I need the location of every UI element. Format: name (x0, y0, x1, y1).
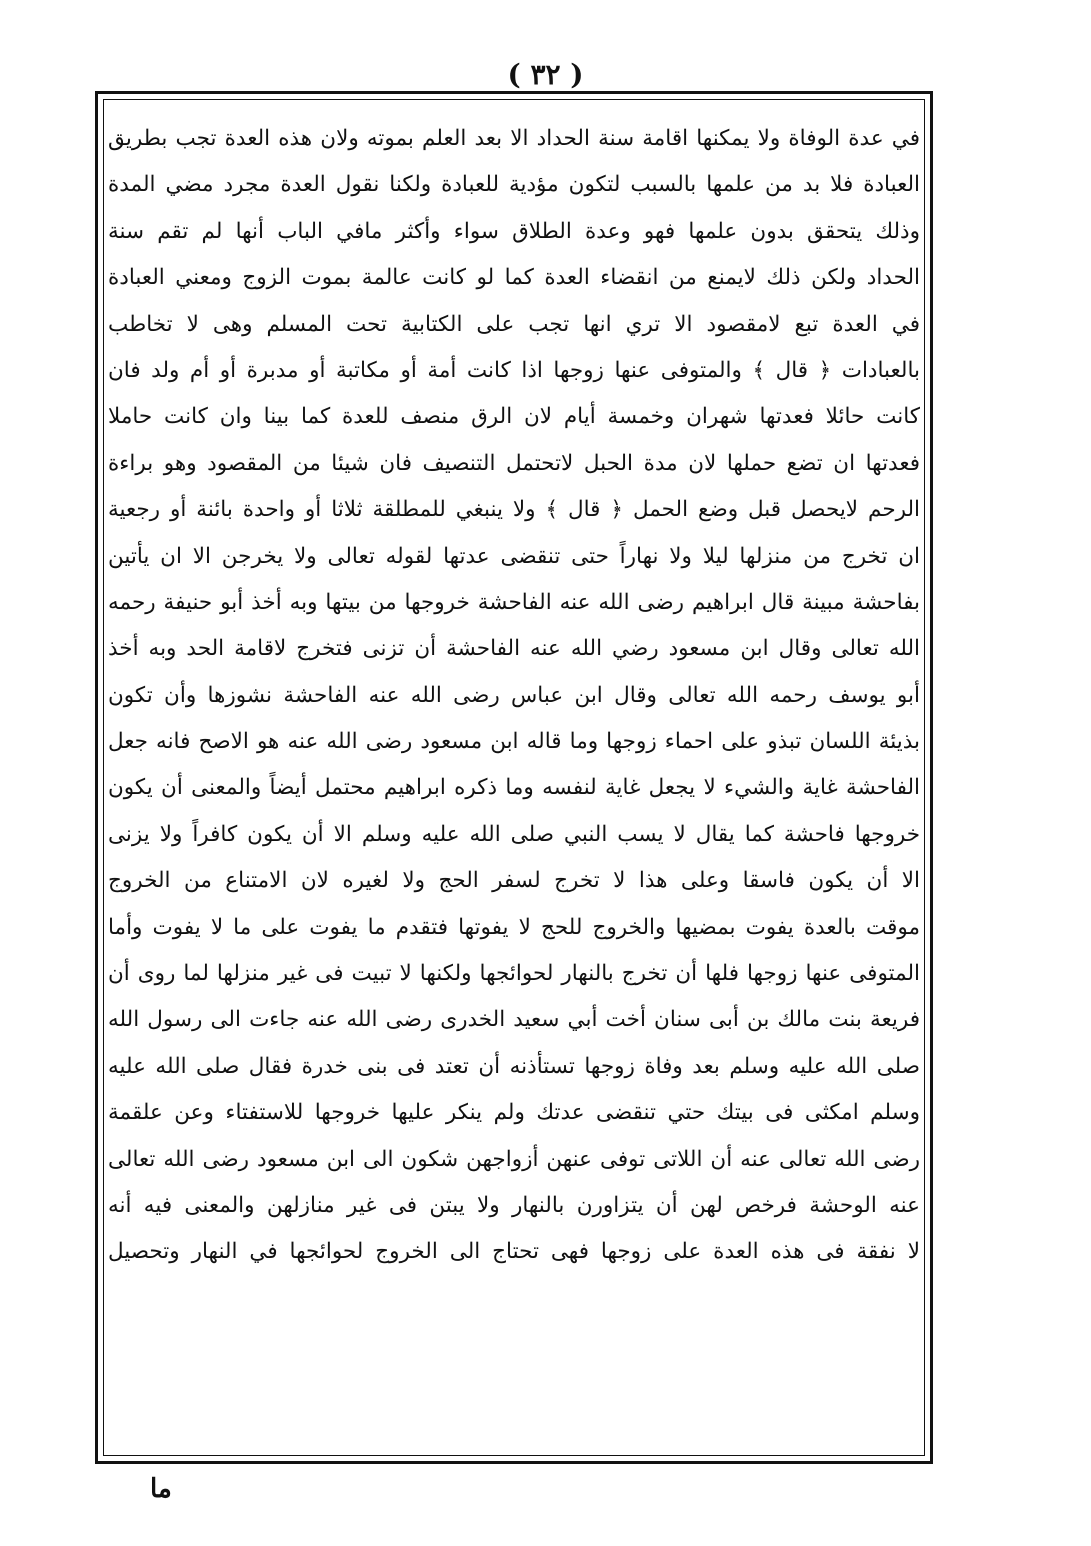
text-line: عنه الوحشة فرخص لهن أن يتزاورن بالنهار ولا يبتن فى غير منازلهن والمعنى فيه أنه (108, 1192, 920, 1218)
text-line: وسلم امكثى فى بيتك حتي تنقضى عدتك ولم ينكر عليها خروجها للاستفتاء وعن علقمة (108, 1100, 920, 1126)
text-line: خروجها فاحشة كما يقال لا يسب النبي صلى الله عليه وسلم الا أن يكون كافراً ولا يزنى (108, 821, 920, 847)
text-line: بالعبادات ﴿ قال ﴾ والمتوفى عنها زوجها اذا كانت أمة أو مكاتبة أو مدبرة أو أم ولد فان (108, 357, 920, 383)
text-line: فريعة بنت مالك بن أبى سنان أخت أبي سعيد الخدرى رضى الله عنه جاءت الى رسول الله (108, 1007, 920, 1033)
text-line: أبو يوسف رحمه الله تعالى وقال ابن عباس رضى الله عنه الفاحشة نشوزها وأن تكون (108, 682, 920, 708)
text-line: الفاحشة غاية والشيء لا يجعل غاية لنفسه وما ذكره ابراهيم محتمل أيضاً والمعنى أن يكون (108, 775, 920, 801)
text-line: بفاحشة مبينة قال ابراهيم رضى الله عنه الفاحشة خروجها من بيتها وبه أخذ أبو حنيفة رحمه (108, 589, 920, 615)
text-line: في العدة تبع لامقصود الا تري انها تجب على الكتابية تحت المسلم وهى لا تخاطب (108, 311, 920, 337)
page-number: ( ٣٢ ) (507, 58, 584, 91)
text-line: العبادة فلا بد من علمها بالسبب لتكون مؤدية للعبادة ولكنا نقول العدة مجرد مضي المدة (108, 172, 920, 198)
text-line: صلى الله عليه وسلم بعد وفاة زوجها تستأذنه أن تعتد فى بنى خدرة فقال صلى الله عليه (108, 1053, 920, 1079)
text-line: المتوفى عنها زوجها فلها أن تخرج بالنهار لحوائجها ولكنها لا تبيت فى غير منزلها لما روى أن (108, 961, 920, 987)
text-body (108, 116, 920, 1451)
text-line: موقت بالعدة يفوت بمضيها والخروج للحج لا يفوتها فتقدم ما يفوت على ما لا يفوت وأما (108, 914, 920, 940)
text-line: كانت حائلا فعدتها شهران وخمسة أيام لان الرق منصف للعدة كما بينا وان كانت حاملا (108, 404, 920, 430)
text-line: ان تخرج من منزلها ليلا ولا نهاراً حتى تنقضى عدتها لقوله تعالى ولا يخرجن الا ان يأتين (108, 543, 920, 569)
text-line: الحداد ولكن ذلك لايمنع من انقضاء العدة كما لو كانت عالمة بموت الزوج ومعني العبادة (108, 265, 920, 291)
text-line: الا أن يكون فاسقا وعلى هذا لا تخرج لسفر الحج ولا لغيره لان الامتناع من الخروج (108, 868, 920, 894)
text-line: بذيئة اللسان تبذو على احماء زوجها وما قاله ابن مسعود رضى الله عنه هو الاصح فانه جعل (108, 729, 920, 755)
text-line: رضى الله تعالى عنه أن اللاتى توفى عنهن أزواجهن شكون الى ابن مسعود رضى الله تعالى (108, 1146, 920, 1172)
text-line: في عدة الوفاة ولا يمكنها اقامة سنة الحداد الا بعد العلم بموته ولان هذه العدة تجب بطريق (108, 126, 920, 151)
text-line: فعدتها ان تضع حملها لان مدة الحبل لاتحتمل التنصيف فان شيئا من المقصود وهو براءة (108, 450, 920, 476)
catchword: ما (150, 1474, 172, 1504)
text-line: الله تعالى وقال ابن مسعود رضي الله عنه الفاحشة أن تزنى فتخرج لاقامة الحد وبه أخذ (108, 636, 920, 662)
text-line: الرحم لايحصل قبل وضع الحمل ﴿ قال ﴾ ولا ينبغي للمطلقة ثلاثا أو واحدة بائنة أو رجعية (108, 497, 920, 523)
text-line: لا نفقة فى هذه العدة على زوجها فهى تحتاج الى الخروج لحوائجها في النهار وتحصيل (108, 1239, 920, 1265)
text-line: وذلك يتحقق بدون علمها فهو وعدة الطلاق سواء وأكثر مافي الباب أنها لم تقم سنة (108, 218, 920, 244)
